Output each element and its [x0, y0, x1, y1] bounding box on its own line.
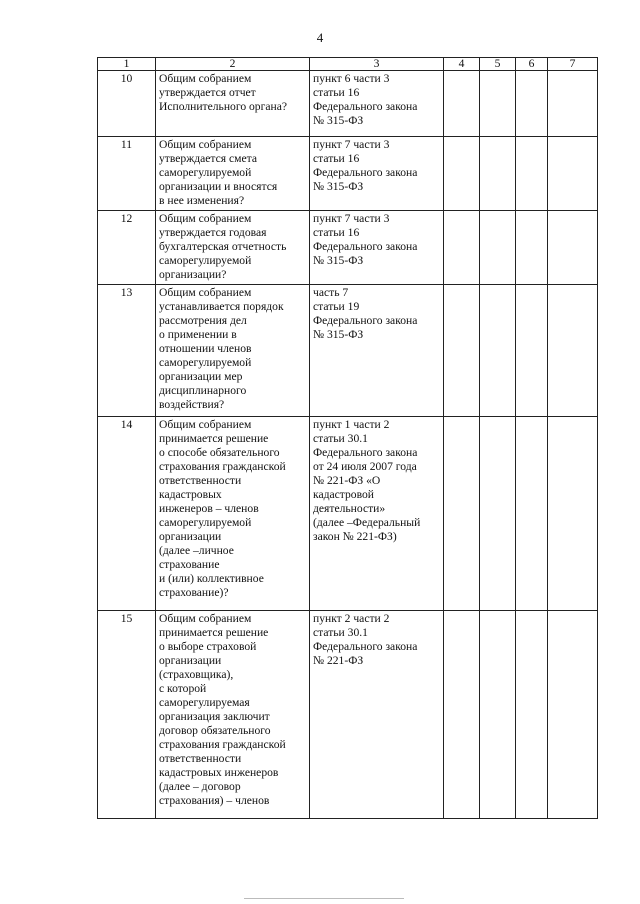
answer-cell-yes [444, 285, 480, 417]
table-row [98, 611, 598, 819]
question-cell: Общим собранием утверждается годовая бухгалтерская отчетность саморегулируемой организации? [156, 211, 310, 285]
answer-cell-no [480, 211, 516, 285]
header-cell-2: 2 [156, 58, 310, 71]
answer-cell-no [480, 417, 516, 611]
answer-cell-na [516, 137, 548, 211]
row-number: 13 [98, 285, 156, 417]
legal-basis-cell: часть 7 статьи 19 Федерального закона № 315-ФЗ [310, 285, 444, 417]
question-cell: Общим собранием принимается решение о выборе страховой организации (страховщика), с которой саморегулируемая организация заключит договор обязательного страхования гражданской ответственности кадастровых инженеров (далее – договор страхования) – членов [156, 611, 310, 819]
question-cell: Общим собранием принимается решение о способе обязательного страхования гражданской ответственности кадастровых инженеров – членов саморегулируемой организации (далее –личное страхование и (или) коллективное страхование)? [156, 417, 310, 611]
note-cell [548, 611, 598, 819]
answer-cell-na [516, 417, 548, 611]
table-row [98, 417, 598, 611]
answer-cell-no [480, 285, 516, 417]
table-header-row [98, 58, 598, 71]
answer-cell-yes [444, 71, 480, 137]
header-cell-7: 7 [548, 58, 598, 71]
answer-cell-no [480, 137, 516, 211]
header-cell-6: 6 [516, 58, 548, 71]
answer-cell-yes [444, 137, 480, 211]
legal-basis-cell: пункт 7 части 3 статьи 16 Федерального закона № 315-ФЗ [310, 137, 444, 211]
answer-cell-yes [444, 211, 480, 285]
row-number: 11 [98, 137, 156, 211]
table-row [98, 71, 598, 137]
legal-basis-cell: пункт 6 части 3 статьи 16 Федерального закона № 315-ФЗ [310, 71, 444, 137]
answer-cell-na [516, 211, 548, 285]
row-number: 15 [98, 611, 156, 819]
question-cell: Общим собранием утверждается отчет Исполнительного органа? [156, 71, 310, 137]
answer-cell-no [480, 611, 516, 819]
table-row [98, 211, 598, 285]
question-cell: Общим собранием устанавливается порядок рассмотрения дел о применении в отношении членов саморегулируемой организации мер дисциплинарного воздействия? [156, 285, 310, 417]
answer-cell-na [516, 285, 548, 417]
question-cell: Общим собранием утверждается смета саморегулируемой организации и вносятся в нее изменения? [156, 137, 310, 211]
answer-cell-yes [444, 611, 480, 819]
legal-basis-cell: пункт 2 части 2 статьи 30.1 Федерального закона № 221-ФЗ [310, 611, 444, 819]
note-cell [548, 71, 598, 137]
note-cell [548, 285, 598, 417]
scan-footer-line [244, 898, 404, 899]
answer-cell-yes [444, 417, 480, 611]
header-cell-3: 3 [310, 58, 444, 71]
note-cell [548, 417, 598, 611]
note-cell [548, 137, 598, 211]
legal-basis-cell: пункт 7 части 3 статьи 16 Федерального закона № 315-ФЗ [310, 211, 444, 285]
page-number: 4 [316, 30, 324, 45]
row-number: 12 [98, 211, 156, 285]
legal-basis-cell: пункт 1 части 2 статьи 30.1 Федерального закона от 24 июля 2007 года № 221-ФЗ «О кадастровой деятельности» (далее –Федеральный закон № 221-ФЗ) [310, 417, 444, 611]
row-number: 10 [98, 71, 156, 137]
answer-cell-no [480, 71, 516, 137]
row-number: 14 [98, 417, 156, 611]
header-cell-1: 1 [98, 58, 156, 71]
note-cell [548, 211, 598, 285]
header-cell-5: 5 [480, 58, 516, 71]
checklist-table [97, 57, 598, 819]
table-row [98, 285, 598, 417]
header-cell-4: 4 [444, 58, 480, 71]
table-row [98, 137, 598, 211]
answer-cell-na [516, 71, 548, 137]
answer-cell-na [516, 611, 548, 819]
